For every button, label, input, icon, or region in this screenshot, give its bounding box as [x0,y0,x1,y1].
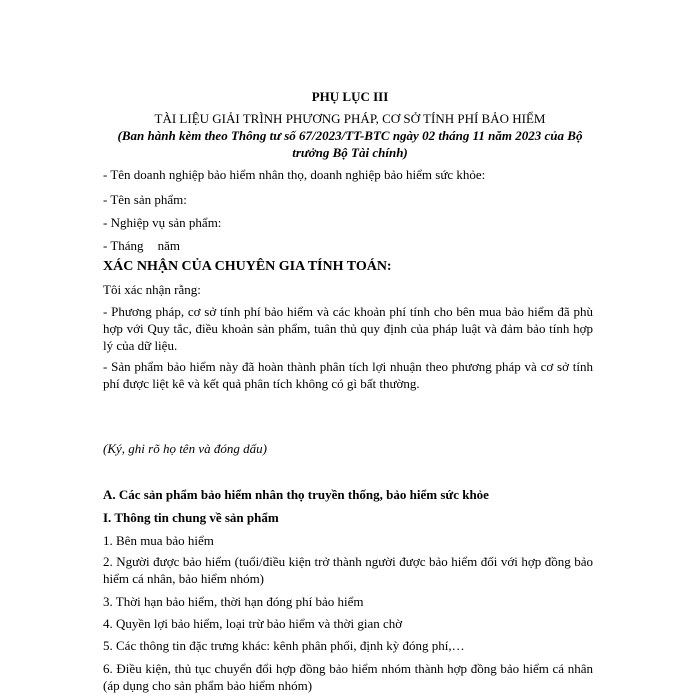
confirmation-point-2: - Sản phẩm bảo hiểm này đã hoàn thành phân tích lợi nhuận theo phương pháp và cơ sở tính phí được liệt kê và kết quả phân tích không có gì bất thường. [103,359,593,391]
confirmation-intro: Tôi xác nhận rằng: [103,282,201,297]
product-name-field: - Tên sản phẩm: [103,192,187,207]
month-year-field [103,237,593,254]
list-item: 6. Điều kiện, thủ tục chuyển đổi hợp đồng bảo hiểm nhóm thành hợp đồng bảo hiểm cá nhân (áp dụng cho sản phẩm bảo hiểm nhóm) [103,661,593,693]
product-line-field: - Nghiệp vụ sản phẩm: [103,215,222,230]
document-subtitle: (Ban hành kèm theo Thông tư số 67/2023/TT-BTC ngày 02 tháng 11 năm 2023 của Bộ trưởng Bộ Tài chính) [117,128,583,160]
appendix-heading: PHỤ LỤC III [311,89,389,104]
signature-note: (Ký, ghi rõ họ tên và đóng dấu) [103,441,267,456]
company-name-field: - Tên doanh nghiệp bảo hiểm nhân thọ, doanh nghiệp bảo hiểm sức khỏe: [103,167,486,182]
document-title: TÀI LIỆU GIẢI TRÌNH PHƯƠNG PHÁP, CƠ SỞ TÍNH PHÍ BẢO HIỂM [154,111,546,126]
confirmation-heading: XÁC NHẬN CỦA CHUYÊN GIA TÍNH TOÁN: [103,259,392,274]
confirmation-point-1: - Phương pháp, cơ sở tính phí bảo hiểm và các khoản phí tính cho bên mua bảo hiểm đã phù hợp với Quy tắc, điều khoản sản phẩm, tuân thủ quy định của pháp luật và đảm bảo tính hợp lý của dữ liệu. [103,304,593,353]
list-item: 5. Các thông tin đặc trưng khác: kênh phân phối, định kỳ đóng phí,… [103,638,465,653]
list-item: 4. Quyền lợi bảo hiểm, loại trừ bảo hiểm và thời gian chờ [103,616,403,631]
month-label: - Tháng [103,238,144,253]
list-item: 1. Bên mua bảo hiểm [103,533,214,548]
section-a-heading: A. Các sản phẩm bảo hiểm nhân thọ truyền thống, bảo hiểm sức khỏe [103,487,489,502]
section-i-heading: I. Thông tin chung về sản phẩm [103,510,279,525]
year-label: năm [157,238,180,253]
list-item: 2. Người được bảo hiểm (tuổi/điều kiện trở thành người được bảo hiểm đối với hợp đồng bảo hiểm cá nhân, bảo hiểm nhóm) [103,554,593,586]
list-item: 3. Thời hạn bảo hiểm, thời hạn đóng phí bảo hiểm [103,594,364,609]
